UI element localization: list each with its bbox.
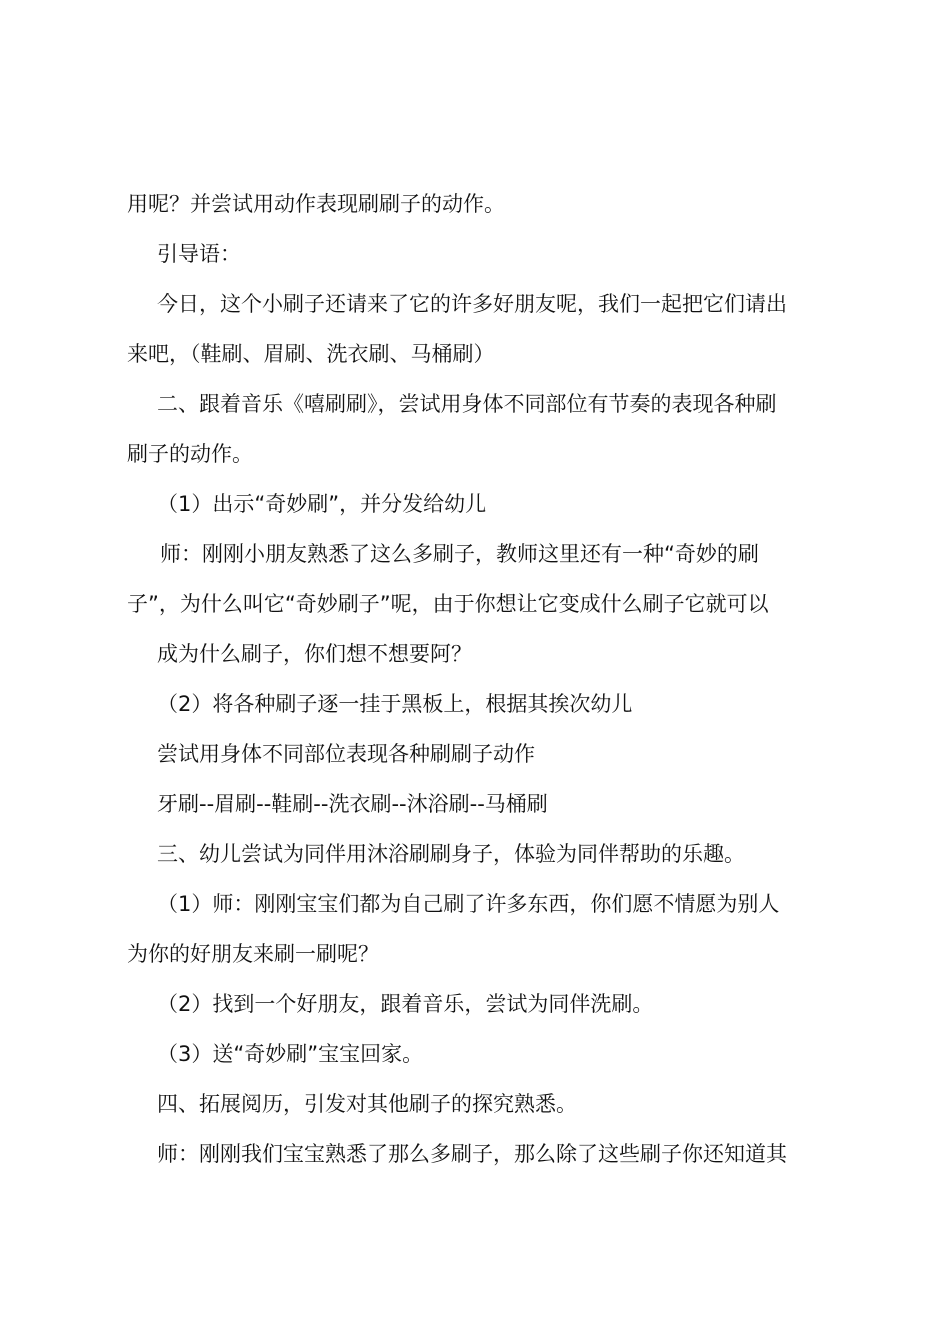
text-line: 四、拓展阅历，引发对其他刷子的探究熟悉。 (157, 1092, 577, 1116)
text-line: 今日，这个小刷子还请来了它的许多好朋友呢，我们一起把它们请出 (157, 292, 787, 316)
text-line: 用呢？并尝试用动作表现刷刷子的动作。 (127, 192, 505, 216)
text-line: 尝试用身体不同部位表现各种刷刷子动作 (157, 742, 535, 766)
text-line: 为你的好朋友来刷一刷呢？ (127, 942, 379, 966)
text-line: （2）找到一个好朋友，跟着音乐，尝试为同伴洗刷。 (157, 992, 654, 1016)
text-line: 来吧，（鞋刷、眉刷、洗衣刷、马桶刷） (127, 342, 495, 366)
text-line: 引导语： (157, 242, 241, 266)
text-line: 二、跟着音乐《嘻刷刷》，尝试用身体不同部位有节奏的表现各种刷 (157, 392, 777, 416)
text-line: 牙刷--眉刷--鞋刷--洗衣刷--沐浴刷--马桶刷 (157, 792, 548, 816)
text-line: 师：刚刚小朋友熟悉了这么多刷子，教师这里还有一种“奇妙的刷 (160, 542, 759, 566)
text-line: 师：刚刚我们宝宝熟悉了那么多刷子，那么除了这些刷子你还知道其 (157, 1142, 787, 1166)
text-line: （1）师：刚刚宝宝们都为自己刷了许多东西，你们愿不情愿为别人 (157, 892, 780, 916)
text-line: 子”，为什么叫它“奇妙刷子”呢，由于你想让它变成什么刷子它就可以 (127, 592, 769, 616)
text-line: （2）将各种刷子逐一挂于黑板上，根据其挨次幼儿 (157, 692, 633, 716)
text-line: （3）送“奇妙刷”宝宝回家。 (157, 1042, 424, 1066)
text-line: 刷子的动作。 (127, 442, 253, 466)
text-line: 成为什么刷子，你们想不想要阿？ (157, 642, 472, 666)
text-line: （1）出示“奇妙刷”，并分发给幼儿 (157, 492, 487, 516)
text-line: 三、幼儿尝试为同伴用沐浴刷刷身子，体验为同伴帮助的乐趣。 (157, 842, 745, 866)
